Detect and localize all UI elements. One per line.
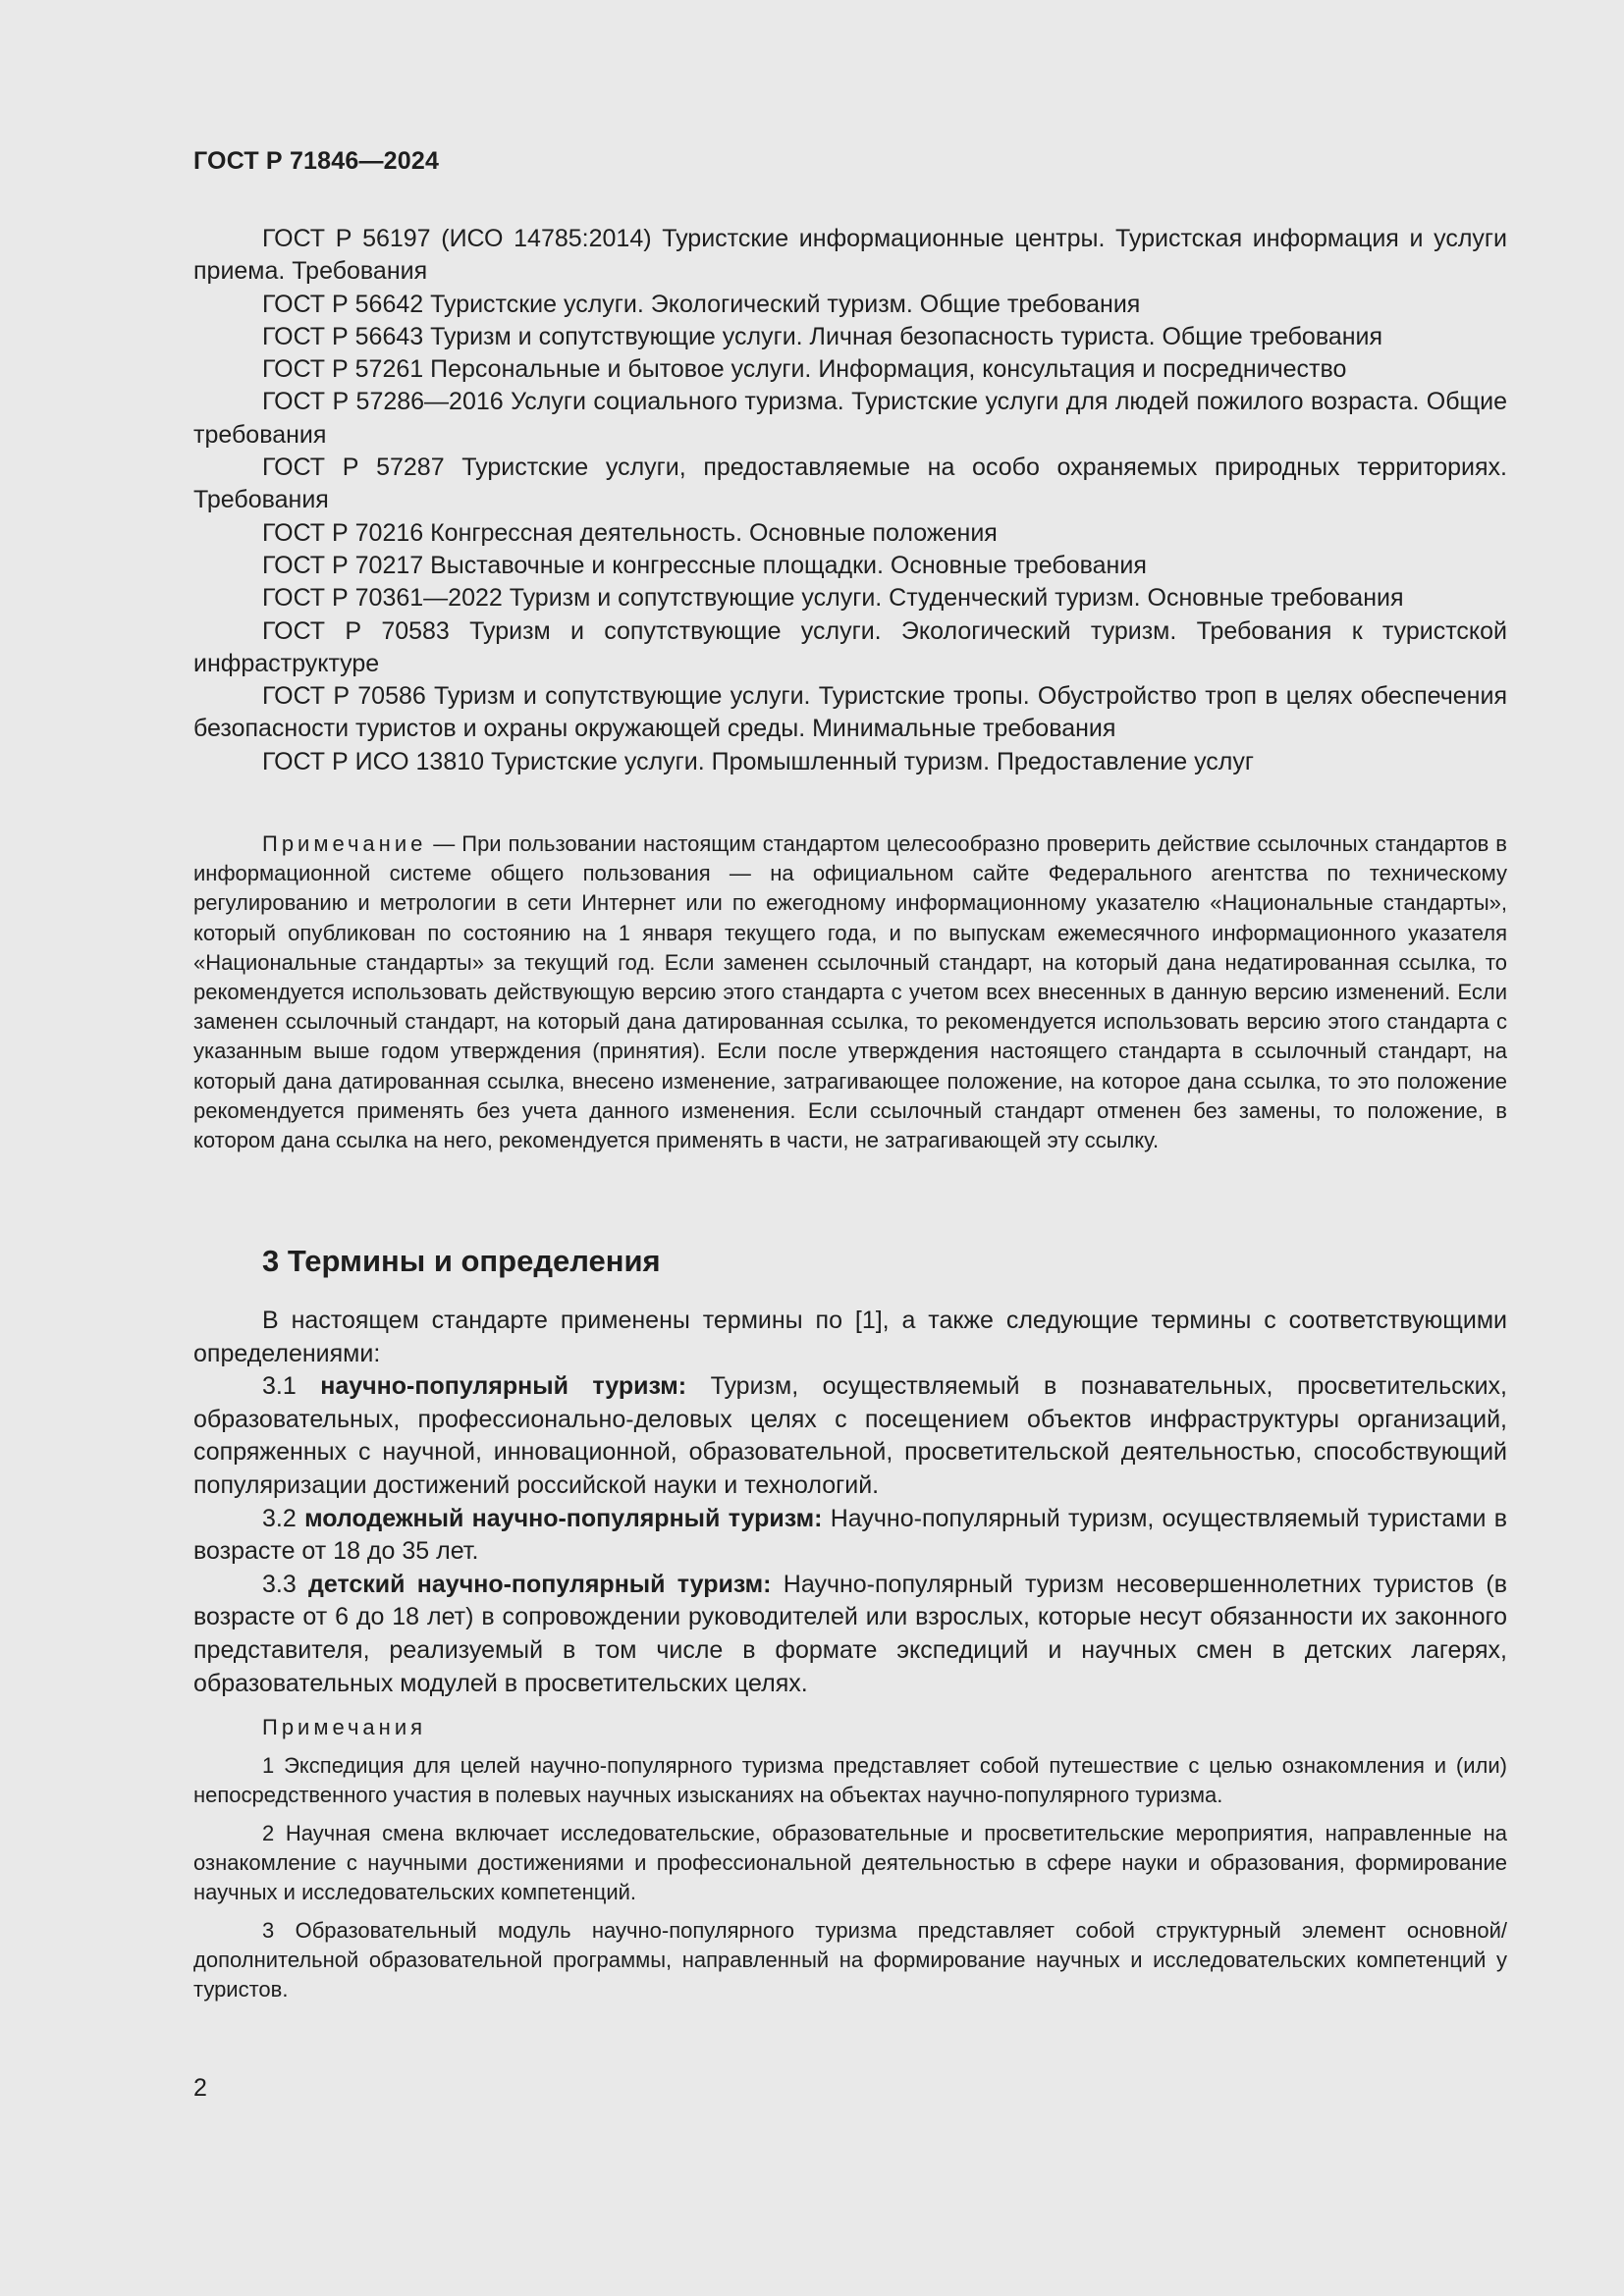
- term-name: молодежный научно-популярный туризм:: [304, 1504, 823, 1532]
- reference-item: ГОСТ Р 57286—2016 Услуги социального туризма. Туристские услуги для людей пожилого возраста. Общие требования: [193, 388, 1507, 449]
- term-number: 3.2: [262, 1504, 297, 1532]
- reference-item: ГОСТ Р 56643 Туризм и сопутствующие услуги. Личная безопасность туриста. Общие требования: [262, 322, 1383, 350]
- reference-item: ГОСТ Р 70216 Конгрессная деятельность. Основные положения: [262, 518, 998, 547]
- term-entry: [193, 1503, 1507, 1569]
- terms-notes: [193, 1713, 1507, 2013]
- term-entry: [193, 1370, 1507, 1502]
- reference-item: ГОСТ Р 70583 Туризм и сопутствующие услуги. Экологический туризм. Требования к туристской инфраструктуре: [193, 616, 1507, 677]
- term-definition: Научно-популярный туризм, осуществляемый туристами в возрасте от 18 до 35 лет.: [193, 1504, 1508, 1566]
- note-item: 2 Научная смена включает исследовательские, образовательные и просветительские мероприятия, направленные на ознакомление с научными достижениями и профессиональной деятельностью в сфере науки и образования, формирование научных и исследовательских компетенций.: [193, 1821, 1507, 1904]
- note-item: 1 Экспедиция для целей научно-популярного туризма представляет собой путешествие с целью ознакомления и (или) непосредственного участия в полевых научных изысканиях на объектах научно-популярного туризма.: [193, 1753, 1507, 1807]
- reference-item: ГОСТ Р ИСО 13810 Туристские услуги. Промышленный туризм. Предоставление услуг: [262, 747, 1254, 775]
- references-note: [193, 829, 1507, 1155]
- note-label: Примечание: [262, 831, 427, 856]
- note-text: — При пользовании настоящим стандартом целесообразно проверить действие ссылочных стандартов в информационной системе общего пользования — на официальном сайте Федерального агентства по техническому регулированию и метрологии в сети Интернет или по ежегодному информационному указателю «Национальные стандарты», который опубликован по состоянию на 1 января текущего года, и по выпускам ежемесячного информационного указателя «Национальные стандарты» за текущий год. Если заменен ссылочный стандарт, на который дана недатированная ссылка, то рекомендуется использовать действующую версию этого стандарта с учетом всех внесенных в данную версию изменений. Если заменен ссылочный стандарт, на который дана датированная ссылка, то рекомендуется использовать версию этого стандарта с указанным выше годом утверждения (принятия). Если после утверждения настоящего стандарта в ссылочный стандарт, на который дана датированная ссылка, внесено изменение, затрагивающее положение, на которое дана ссылка, то это положение рекомендуется применять без учета данного изменения. Если ссылочный стандарт отменен без замены, то положение, в котором дана ссылка на него, рекомендуется применять в части, не затрагивающей эту ссылку.: [193, 831, 1507, 1153]
- term-definition: Туризм, осуществляемый в познавательных, просветительских, образовательных, профессионально-деловых целях с посещением объектов инфраструктуры организаций, сопряженных с научной, инновационной, образовательной, просветительской деятельностью, способствующий популяризации достижений российской науки и технологий.: [193, 1372, 1507, 1499]
- term-name: детский научно-популярный туризм:: [308, 1570, 772, 1598]
- term-entry: [193, 1569, 1507, 1700]
- term-number: 3.1: [262, 1372, 297, 1401]
- page-number: 2: [193, 2074, 207, 2102]
- reference-item: ГОСТ Р 70361—2022 Туризм и сопутствующие услуги. Студенческий туризм. Основные требования: [262, 584, 1404, 613]
- reference-item: ГОСТ Р 70586 Туризм и сопутствующие услуги. Туристские тропы. Обустройство троп в целях обеспечения безопасности туристов и охраны окружающей среды. Минимальные требования: [193, 682, 1507, 743]
- term-definition: Научно-популярный туризм несовершеннолетних туристов (в возрасте от 6 до 18 лет) в сопровождении руководителей или взрослых, которые несут обязанности их законного представителя, реализуемый в том числе в формате экспедиций и научных смен в детских лагерях, образовательных модулей в просветительских целях.: [193, 1570, 1508, 1697]
- term-number: 3.3: [262, 1570, 297, 1598]
- reference-item: ГОСТ Р 56642 Туристские услуги. Экологический туризм. Общие требования: [262, 290, 1141, 318]
- reference-item: ГОСТ Р 56197 (ИСО 14785:2014) Туристские информационные центры. Туристская информация и услуги приема. Требования: [193, 225, 1507, 286]
- section-title: 3 Термины и определения: [262, 1244, 661, 1278]
- term-name: научно-популярный туризм:: [320, 1372, 687, 1401]
- reference-item: ГОСТ Р 70217 Выставочные и конгрессные площадки. Основные требования: [262, 551, 1147, 579]
- terms-definitions: [193, 1305, 1507, 1700]
- document-id-header: ГОСТ Р 71846—2024: [193, 147, 440, 175]
- notes-title: Примечания: [262, 1715, 427, 1739]
- normative-references-list: [193, 223, 1507, 778]
- note-item: 3 Образовательный модуль научно-популярного туризма представляет собой структурный элемент основной/дополнительной образовательной программы, направленный на формирование научных и исследовательских компетенций у туристов.: [193, 1918, 1507, 2002]
- section-intro: В настоящем стандарте применены термины по [1], а также следующие термины с соответствующими определениями:: [193, 1307, 1507, 1367]
- reference-item: ГОСТ Р 57287 Туристские услуги, предоставляемые на особо охраняемых природных территориях. Требования: [193, 454, 1507, 514]
- reference-item: ГОСТ Р 57261 Персональные и бытовое услуги. Информация, консультация и посредничество: [262, 355, 1347, 384]
